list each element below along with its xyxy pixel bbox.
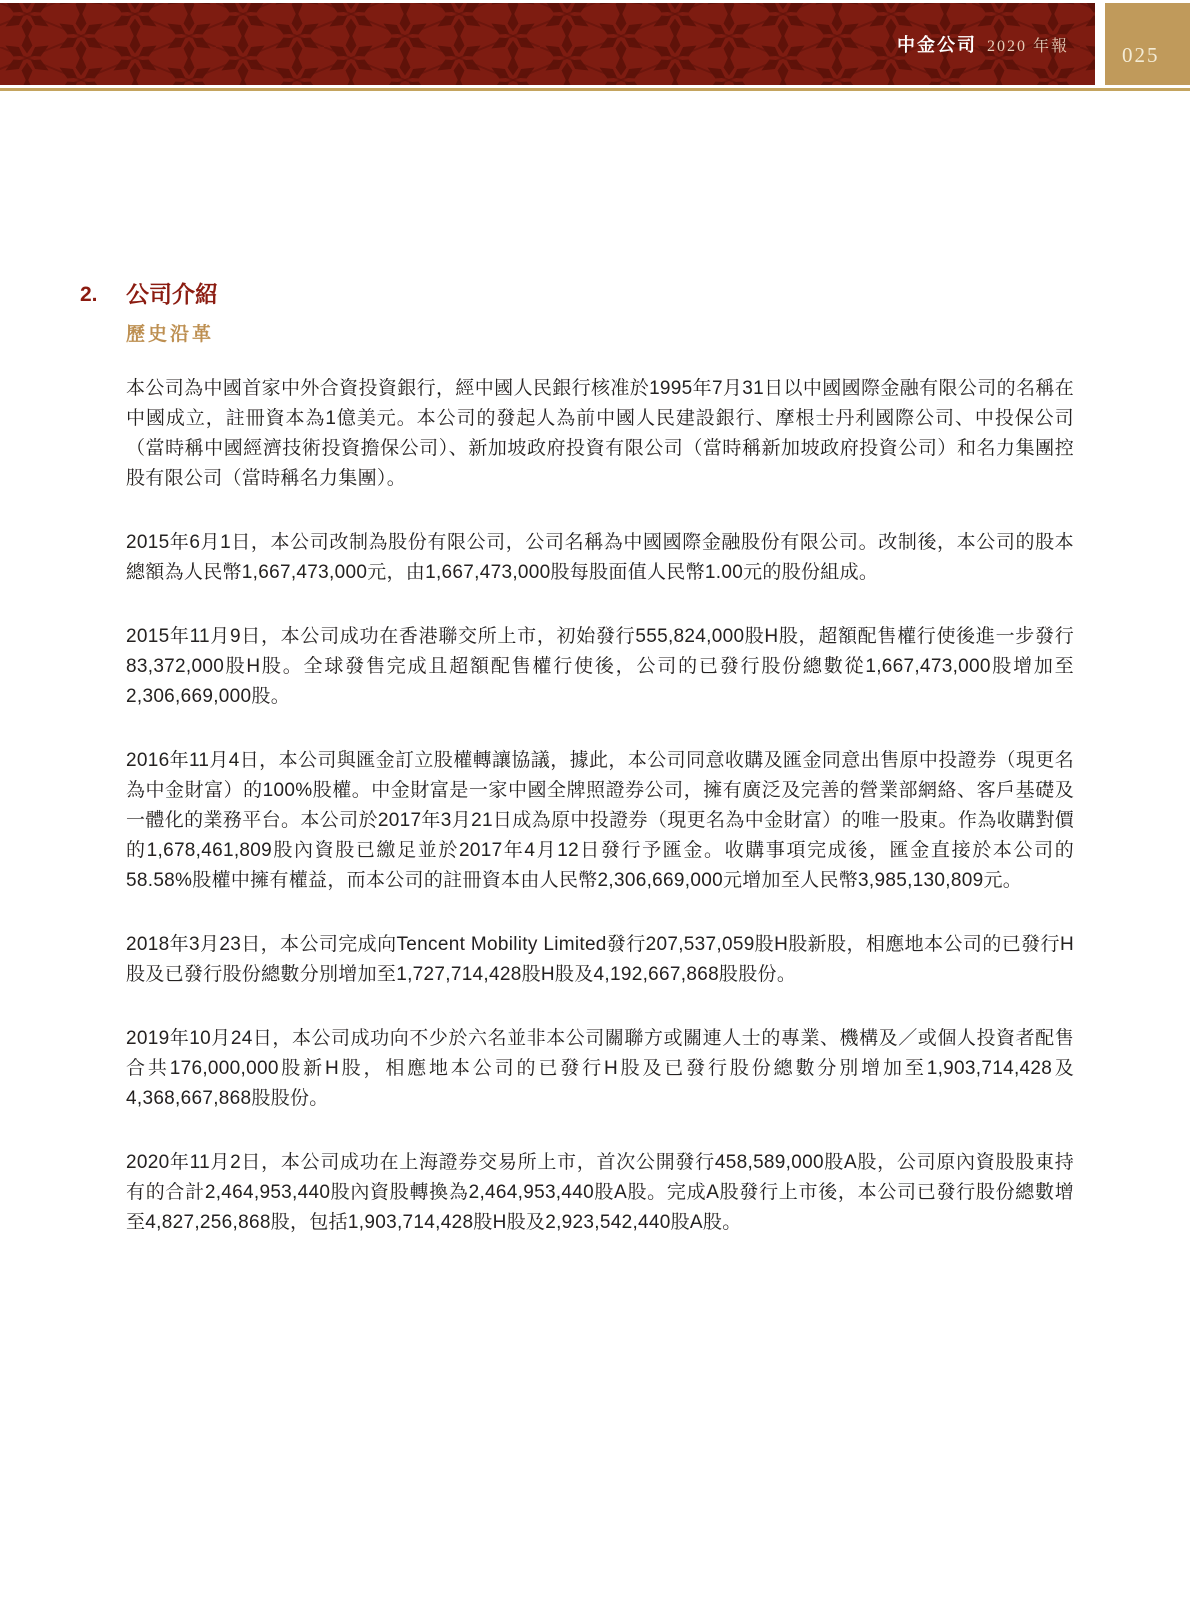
subsection-title: 歷史沿革 [126,324,215,346]
paragraph-2016-acquisition: 2016年11月4日，本公司與匯金訂立股權轉讓協議，據此，本公司同意收購及匯金同意出售原中投證券（現更名為中金財富）的100%股權。中金財富是一家中國全牌照證券公司，擁有廣泛及完善的營業部網絡、客戶基礎及一體化的業務平台。本公司於2017年3月21日成為原中投證券（現更名為中金財富）的唯一股東。作為收購對價的1,678,461,809股內資股已繳足並於2017年4月12日發行予匯金。收購事項完成後，匯金直接於本公司的58.58%股權中擁有權益，而本公司的註冊資本由人民幣2,306,669,000元增加至人民幣3,985,130,809元。 [126,750,1074,892]
section-title: 公司介紹 [126,281,218,307]
page-number-box [1105,3,1190,85]
page-number: 025 [1122,42,1160,67]
paragraph-2015-restructure: 2015年6月1日，本公司改制為股份有限公司，公司名稱為中國國際金融股份有限公司。改制後，本公司的股本總額為人民幣1,667,473,000元，由1,667,473,000股每股面值人民幣1.00元的股份組成。 [126,532,1074,584]
paragraph-2018-tencent: 2018年3月23日，本公司完成向Tencent Mobility Limited發行207,537,059股H股新股，相應地本公司的已發行H股及已發行股份總數分別增加至1,727,714,428股H股及4,192,667,868股股份。 [126,934,1074,986]
paragraph-2015-hk-listing: 2015年11月9日，本公司成功在香港聯交所上市，初始發行555,824,000股H股，超額配售權行使後進一步發行83,372,000股H股。全球發售完成且超額配售權行使後，公司的已發行股份總數從1,667,473,000股增加至2,306,669,000股。 [126,626,1074,708]
header-rule [0,88,1190,91]
paragraph-founding: 本公司為中國首家中外合資投資銀行，經中國人民銀行核准於1995年7月31日以中國國際金融有限公司的名稱在中國成立，註冊資本為1億美元。本公司的發起人為前中國人民建設銀行、摩根士丹利國際公司、中投保公司（當時稱中國經濟技術投資擔保公司）、新加坡政府投資有限公司（當時稱新加坡政府投資公司）和名力集團控股有限公司（當時稱名力集團）。 [126,378,1074,490]
report-title: 2020 年報 [986,37,1069,55]
company-name: 中金公司 [896,35,977,55]
page-content [80,281,1074,1238]
paragraph-2020-a-share: 2020年11月2日，本公司成功在上海證券交易所上市，首次公開發行458,589,000股A股，公司原內資股股東持有的合計2,464,953,440股內資股轉換為2,464,953,440股A股。完成A股發行上市後，本公司已發行股份總數增至4,827,256,868股，包括1,903,714,428股H股及2,923,542,440股A股。 [126,1152,1074,1234]
paragraph-2019-placement: 2019年10月24日，本公司成功向不少於六名並非本公司關聯方或關連人士的專業、機構及／或個人投資者配售合共176,000,000股新H股，相應地本公司的已發行H股及已發行股份總數分別增加至1,903,714,428及4,368,667,868股股份。 [126,1028,1074,1110]
banner-title [897,3,1069,85]
header-banner [0,3,1095,85]
section-number: 2. [80,283,98,306]
history-paragraphs [126,374,1074,1238]
section-heading [80,281,1074,307]
